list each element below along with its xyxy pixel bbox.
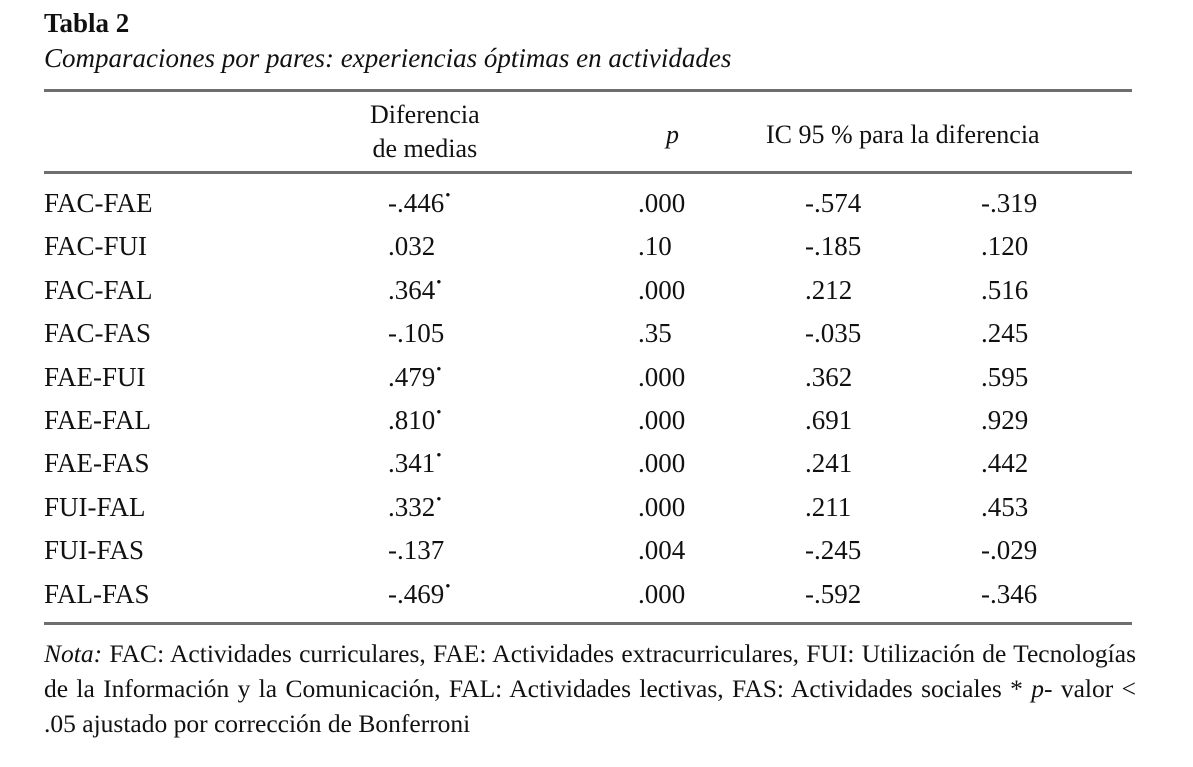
mean-difference-cell <box>388 405 442 436</box>
ci-lower-cell: .362 <box>805 361 853 392</box>
mean-difference-value: .810 <box>388 404 436 435</box>
table-title: Comparaciones por pares: experiencias óptimas en actividades <box>44 43 732 73</box>
ci-lower-cell: .691 <box>805 404 853 435</box>
mean-difference-cell <box>388 535 444 566</box>
header-mean-difference <box>370 98 480 166</box>
p-value-cell: .000 <box>638 274 686 305</box>
p-value-cell: .10 <box>638 231 672 262</box>
mean-difference-cell <box>388 579 451 610</box>
table-row <box>44 271 1132 314</box>
header-mean-difference-line2: de medias <box>372 134 478 163</box>
ci-lower-cell: .211 <box>805 491 852 522</box>
ci-upper-cell: .453 <box>981 491 1029 522</box>
note-p-symbol: p <box>1031 674 1045 703</box>
pair-cell: FAE-FAS <box>44 448 150 479</box>
p-value-cell: .000 <box>638 578 686 609</box>
table-row <box>44 444 1132 487</box>
header-mean-difference-line1: Diferencia <box>370 100 480 129</box>
pair-cell: FAC-FAE <box>44 188 153 218</box>
p-value-cell: .004 <box>638 535 686 566</box>
mean-difference-cell <box>388 188 451 219</box>
ci-lower-cell: -.574 <box>805 188 862 218</box>
ci-lower-cell: -.185 <box>805 231 862 262</box>
mean-difference-cell <box>388 362 442 393</box>
table-body <box>44 184 1132 618</box>
ci-upper-cell: .120 <box>981 231 1029 262</box>
header-p: p <box>666 120 679 149</box>
mean-difference-cell <box>388 448 442 479</box>
table-note <box>44 636 1136 741</box>
pair-cell: FAC-FAL <box>44 274 153 305</box>
significance-marker: • <box>436 491 442 508</box>
pair-cell: FAE-FUI <box>44 361 146 392</box>
ci-upper-cell: -.029 <box>981 535 1038 566</box>
mean-difference-value: .479 <box>388 361 436 392</box>
p-value-cell: .000 <box>638 404 686 435</box>
table-row <box>44 227 1132 270</box>
ci-lower-cell: -.592 <box>805 578 862 609</box>
p-value-cell: .000 <box>638 188 686 218</box>
significance-marker: • <box>436 404 442 421</box>
mean-difference-value: .032 <box>388 231 436 262</box>
pair-cell: FUI-FAL <box>44 491 146 522</box>
p-value-cell: .35 <box>638 318 672 349</box>
pair-cell: FUI-FAS <box>44 535 145 566</box>
significance-marker: • <box>436 361 442 378</box>
mean-difference-cell <box>388 275 442 306</box>
ci-upper-cell: .929 <box>981 404 1029 435</box>
note-text-end: - valor < .05 ajustado por corrección de Bonferroni <box>44 674 1136 738</box>
pair-cell: FAC-FAS <box>44 318 152 349</box>
significance-marker: • <box>436 448 442 465</box>
table-row <box>44 184 1132 227</box>
note-label: Nota: <box>44 639 103 668</box>
mean-difference-cell <box>388 492 442 523</box>
ci-lower-cell: .212 <box>805 274 853 305</box>
significance-marker: • <box>436 274 442 291</box>
top-rule <box>44 89 1132 92</box>
table-row <box>44 401 1132 444</box>
significance-marker: • <box>445 578 451 595</box>
ci-upper-cell: .245 <box>981 318 1029 349</box>
ci-upper-cell: .595 <box>981 361 1029 392</box>
ci-lower-cell: -.035 <box>805 318 862 349</box>
ci-upper-cell: .516 <box>981 274 1029 305</box>
pair-cell: FAE-FAL <box>44 404 151 435</box>
table-label: Tabla 2 <box>44 8 130 38</box>
note-text: FAC: Actividades curriculares, FAE: Actividades extracurriculares, FUI: Utilización de Tecnologías de la Información y la Comunicación, FAL: Actividades lectivas, FAS: Actividades sociales * <box>44 639 1136 703</box>
mean-difference-value: -.469 <box>388 578 445 609</box>
table-row <box>44 488 1132 531</box>
header-confidence-interval: IC 95 % para la diferencia <box>766 120 1040 149</box>
pair-cell: FAC-FUI <box>44 231 148 262</box>
ci-upper-cell: -.346 <box>981 578 1038 609</box>
ci-upper-cell: -.319 <box>981 188 1038 218</box>
bottom-rule <box>44 622 1132 625</box>
p-value-cell: .000 <box>638 361 686 392</box>
table-row <box>44 575 1132 618</box>
mean-difference-value: -.446 <box>388 188 445 218</box>
pair-cell: FAL-FAS <box>44 578 150 609</box>
mean-difference-value: -.105 <box>388 318 445 349</box>
table-row <box>44 531 1132 574</box>
mean-difference-value: .341 <box>388 448 436 479</box>
p-value-cell: .000 <box>638 491 686 522</box>
mean-difference-value: -.137 <box>388 535 445 566</box>
mean-difference-value: .364 <box>388 274 436 305</box>
ci-lower-cell: .241 <box>805 448 853 479</box>
ci-lower-cell: -.245 <box>805 535 862 566</box>
table-row <box>44 358 1132 401</box>
mean-difference-cell <box>388 318 444 349</box>
header-rule <box>44 171 1132 174</box>
significance-marker: • <box>445 188 451 204</box>
table-row <box>44 314 1132 357</box>
p-value-cell: .000 <box>638 448 686 479</box>
mean-difference-value: .332 <box>388 491 436 522</box>
ci-upper-cell: .442 <box>981 448 1029 479</box>
mean-difference-cell <box>388 231 435 262</box>
